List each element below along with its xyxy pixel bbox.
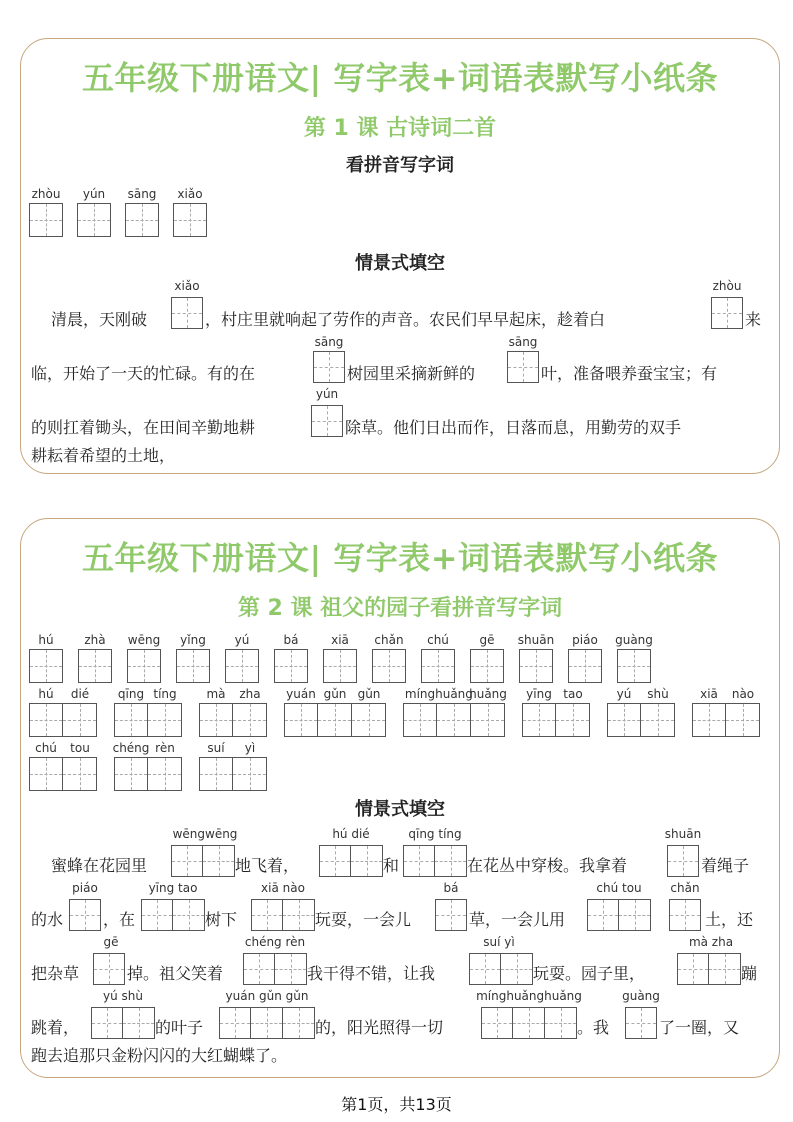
grid-cell[interactable] (403, 703, 437, 737)
answer-blank[interactable] (311, 405, 343, 437)
passage-text: 我干得不错，让我 (307, 964, 436, 983)
blank-pinyin: suí yì (483, 935, 515, 949)
passage-text: 树园里采摘新鲜的 (347, 364, 476, 383)
grid-cell[interactable] (148, 757, 182, 791)
blank-pinyin: bá (443, 881, 459, 895)
passage-text: ，在 (103, 910, 136, 929)
grid-cell[interactable] (78, 649, 112, 683)
answer-blank[interactable] (313, 351, 345, 383)
passage-text: 的叶子 (155, 1018, 204, 1037)
grid-cell[interactable] (29, 203, 63, 237)
pinyin-label: míng (404, 687, 436, 701)
pinyin-label: xiǎo (177, 187, 203, 201)
grid-cell[interactable] (225, 649, 259, 683)
grid-cell[interactable] (114, 757, 148, 791)
pinyin-label: zhà (84, 633, 106, 647)
pinyin-label: rèn (155, 741, 175, 755)
passage-text: 地飞着， (235, 856, 300, 875)
writing-grid[interactable] (470, 649, 504, 683)
blank-pinyin: guàng (622, 989, 660, 1003)
blank-pinyin: wēngwēng (172, 827, 238, 841)
grid-cell[interactable] (199, 703, 233, 737)
blank-pinyin: hú dié (332, 827, 370, 841)
passage-text: 了一圈，又 (659, 1018, 740, 1037)
grid-cell[interactable] (556, 703, 590, 737)
grid-cell[interactable] (77, 203, 111, 237)
blank-pinyin: chéng rèn (244, 935, 306, 949)
pinyin-label: chú (427, 633, 449, 647)
answer-blank[interactable] (171, 297, 203, 329)
passage-text: 跑去追那只金粉闪闪的大红蝴蝶了。 (31, 1046, 288, 1065)
answer-blank[interactable] (435, 899, 467, 931)
lesson-heading: 第 2 课 祖父的园子看拼音写字词 (237, 596, 563, 621)
grid-cell[interactable] (437, 703, 471, 737)
passage-text: 清晨，天刚破 (51, 310, 148, 329)
pinyin-label: yú (234, 633, 250, 647)
grid-cell[interactable] (114, 703, 148, 737)
pinyin-label: chǎn (374, 633, 404, 647)
pinyin-label: yún (82, 187, 106, 201)
grid-cell[interactable] (522, 703, 556, 737)
answer-blank[interactable] (171, 845, 235, 877)
pinyin-label: nào (731, 687, 755, 701)
writing-grid[interactable] (29, 649, 63, 683)
pinyin-label: qīng (117, 687, 145, 701)
blank-pinyin: xiǎo (174, 279, 200, 293)
blank-pinyin: yún (315, 387, 339, 401)
pinyin-label: gǔn (357, 687, 381, 701)
blank-pinyin: chú tou (596, 881, 642, 895)
answer-blank[interactable] (93, 953, 125, 985)
grid-cell[interactable] (233, 757, 267, 791)
blank-pinyin: qīng tíng (408, 827, 462, 841)
pinyin-label: gǔn (323, 687, 347, 701)
grid-cell[interactable] (726, 703, 760, 737)
passage-text: 掉。祖父笑着 (127, 964, 224, 983)
passage-text: 蹦 (741, 964, 758, 983)
pinyin-label: suí (207, 741, 225, 755)
writing-grid[interactable] (173, 203, 207, 237)
answer-blank[interactable] (403, 845, 467, 877)
card-lesson-2 (20, 518, 780, 1078)
grid-cell[interactable] (568, 649, 602, 683)
grid-cell[interactable] (63, 757, 97, 791)
pinyin-label: huǎng (435, 687, 473, 701)
writing-grid[interactable] (519, 649, 553, 683)
answer-blank[interactable] (669, 899, 701, 931)
passage-text: 的，阳光照得一切 (315, 1018, 444, 1037)
passage-text: 土，还 (705, 910, 754, 929)
pinyin-label: yì (244, 741, 256, 755)
answer-blank[interactable] (507, 351, 539, 383)
writing-grid[interactable] (323, 649, 357, 683)
card-lesson-1 (20, 38, 780, 474)
grid-cell[interactable] (199, 757, 233, 791)
grid-cell[interactable] (318, 703, 352, 737)
passage-text: 和 (383, 856, 400, 875)
pinyin-label: mà (206, 687, 226, 701)
section-heading-fill: 情景式填空 (355, 253, 445, 274)
passage-text: 来 (745, 310, 762, 329)
writing-grid[interactable] (568, 649, 602, 683)
passage-text: 。我 (577, 1018, 610, 1037)
writing-grid[interactable] (225, 649, 259, 683)
blank-pinyin: mà zha (688, 935, 734, 949)
grid-cell[interactable] (63, 703, 97, 737)
passage-text: ，村庄里就响起了劳作的声音。农民们早早起床，趁着白 (205, 310, 606, 329)
writing-grid[interactable] (403, 703, 505, 737)
card-title: 五年级下册语文| 写字表+词语表默写小纸条 (81, 59, 719, 97)
answer-blank[interactable] (625, 1007, 657, 1039)
answer-blank[interactable] (319, 845, 383, 877)
pinyin-label: yīng (526, 687, 552, 701)
pinyin-label: gē (479, 633, 495, 647)
grid-cell[interactable] (372, 649, 406, 683)
card-title: 五年级下册语文| 写字表+词语表默写小纸条 (81, 539, 719, 577)
writing-grid[interactable] (176, 649, 210, 683)
answer-blank[interactable] (69, 899, 101, 931)
pinyin-label: yú (616, 687, 632, 701)
writing-grid[interactable] (114, 757, 182, 791)
grid-cell[interactable] (127, 649, 161, 683)
passage-text: 树下 (205, 910, 238, 929)
pinyin-label: tao (563, 687, 583, 701)
answer-blank[interactable] (587, 899, 651, 931)
answer-blank[interactable] (141, 899, 205, 931)
passage-text: 玩耍，一会儿 (315, 910, 412, 929)
grid-cell[interactable] (29, 757, 63, 791)
writing-grid[interactable] (114, 703, 182, 737)
passage-text: 在花丛中穿梭。我拿着 (467, 856, 628, 875)
grid-cell[interactable] (323, 649, 357, 683)
blank-pinyin: sāng (314, 335, 344, 349)
pinyin-label: zha (239, 687, 261, 701)
passage-text: 跳着， (31, 1018, 80, 1037)
pinyin-label: yǐng (180, 633, 206, 647)
pinyin-label: zhòu (31, 187, 61, 201)
pinyin-label: xiā (700, 687, 718, 701)
grid-cell[interactable] (233, 703, 267, 737)
writing-grid[interactable] (522, 703, 590, 737)
answer-blank[interactable] (91, 1007, 155, 1039)
passage-text: 临，开始了一天的忙碌。有的在 (31, 364, 256, 383)
answer-blank[interactable] (469, 953, 533, 985)
grid-cell[interactable] (421, 649, 455, 683)
grid-cell[interactable] (471, 703, 505, 737)
blank-pinyin: shuān (664, 827, 702, 841)
grid-cell[interactable] (284, 703, 318, 737)
blank-pinyin: gē (103, 935, 119, 949)
grid-cell[interactable] (692, 703, 726, 737)
answer-blank[interactable] (243, 953, 307, 985)
writing-grid[interactable] (274, 649, 308, 683)
grid-cell[interactable] (29, 649, 63, 683)
blank-pinyin: yīng tao (148, 881, 198, 895)
passage-text: 除草。他们日出而作，日落而息，用勤劳的双手 (345, 418, 682, 437)
writing-grid[interactable] (29, 203, 63, 237)
pinyin-label: hú (38, 633, 54, 647)
grid-cell[interactable] (176, 649, 210, 683)
pinyin-label: sāng (127, 187, 157, 201)
grid-cell[interactable] (607, 703, 641, 737)
writing-grid[interactable] (199, 757, 267, 791)
grid-cell[interactable] (125, 203, 159, 237)
pinyin-label: huǎng (469, 687, 507, 701)
section-heading-fill: 情景式填空 (355, 799, 445, 820)
section-heading-pinyin: 看拼音写字词 (346, 155, 454, 176)
writing-grid[interactable] (284, 703, 386, 737)
passage-text: 耕耘着希望的土地， (31, 446, 176, 465)
lesson-heading: 第 1 课 古诗词二首 (303, 116, 497, 141)
passage-text: 蜜蜂在花园里 (51, 856, 148, 875)
blank-pinyin: chǎn (670, 881, 700, 895)
writing-grid[interactable] (692, 703, 760, 737)
writing-grid[interactable] (372, 649, 406, 683)
pinyin-label: xiā (331, 633, 349, 647)
passage-text: 把杂草 (31, 964, 80, 983)
pinyin-label: wēng (127, 633, 161, 647)
passage-text: 的水 (31, 910, 64, 929)
writing-grid[interactable] (77, 203, 111, 237)
grid-cell[interactable] (470, 649, 504, 683)
pinyin-label: dié (70, 687, 90, 701)
answer-blank[interactable] (711, 297, 743, 329)
answer-blank[interactable] (251, 899, 315, 931)
passage-text: 的则扛着锄头，在田间辛勤地耕 (31, 418, 256, 437)
writing-grid[interactable] (29, 703, 97, 737)
grid-cell[interactable] (29, 703, 63, 737)
pinyin-label: tou (70, 741, 90, 755)
grid-cell[interactable] (617, 649, 651, 683)
passage-text: 草，一会儿用 (469, 910, 566, 929)
answer-blank[interactable] (667, 845, 699, 877)
writing-grid[interactable] (127, 649, 161, 683)
grid-cell[interactable] (173, 203, 207, 237)
page-footer: 第1页，共13页 (341, 1095, 452, 1114)
blank-pinyin: piáo (72, 881, 98, 895)
pinyin-label: shù (647, 687, 669, 701)
blank-pinyin: mínghuǎnghuǎng (476, 989, 582, 1003)
blank-pinyin: zhòu (712, 279, 742, 293)
answer-blank[interactable] (219, 1007, 315, 1039)
blank-pinyin: sāng (508, 335, 538, 349)
grid-cell[interactable] (274, 649, 308, 683)
writing-grid[interactable] (78, 649, 112, 683)
pinyin-label: tíng (153, 687, 177, 701)
pinyin-label: chú (35, 741, 57, 755)
writing-grid[interactable] (421, 649, 455, 683)
writing-grid[interactable] (617, 649, 651, 683)
pinyin-label: shuān (517, 633, 555, 647)
pinyin-label: guàng (615, 633, 653, 647)
writing-grid[interactable] (29, 757, 97, 791)
blank-pinyin: yuán gǔn gǔn (225, 989, 309, 1003)
passage-text: 叶，准备喂养蚕宝宝；有 (541, 364, 718, 383)
passage-text: 着绳子 (701, 856, 750, 875)
blank-pinyin: yú shù (103, 989, 143, 1003)
pinyin-label: chéng (112, 741, 150, 755)
pinyin-label: piáo (572, 633, 598, 647)
pinyin-label: hú (38, 687, 54, 701)
writing-grid[interactable] (607, 703, 675, 737)
writing-grid[interactable] (125, 203, 159, 237)
grid-cell[interactable] (352, 703, 386, 737)
pinyin-label: bá (283, 633, 299, 647)
grid-cell[interactable] (641, 703, 675, 737)
blank-pinyin: xiā nào (261, 881, 305, 895)
pinyin-label: yuán (286, 687, 316, 701)
grid-cell[interactable] (519, 649, 553, 683)
answer-blank[interactable] (677, 953, 741, 985)
answer-blank[interactable] (481, 1007, 577, 1039)
passage-text: 玩耍。园子里， (533, 964, 646, 983)
writing-grid[interactable] (199, 703, 267, 737)
grid-cell[interactable] (148, 703, 182, 737)
